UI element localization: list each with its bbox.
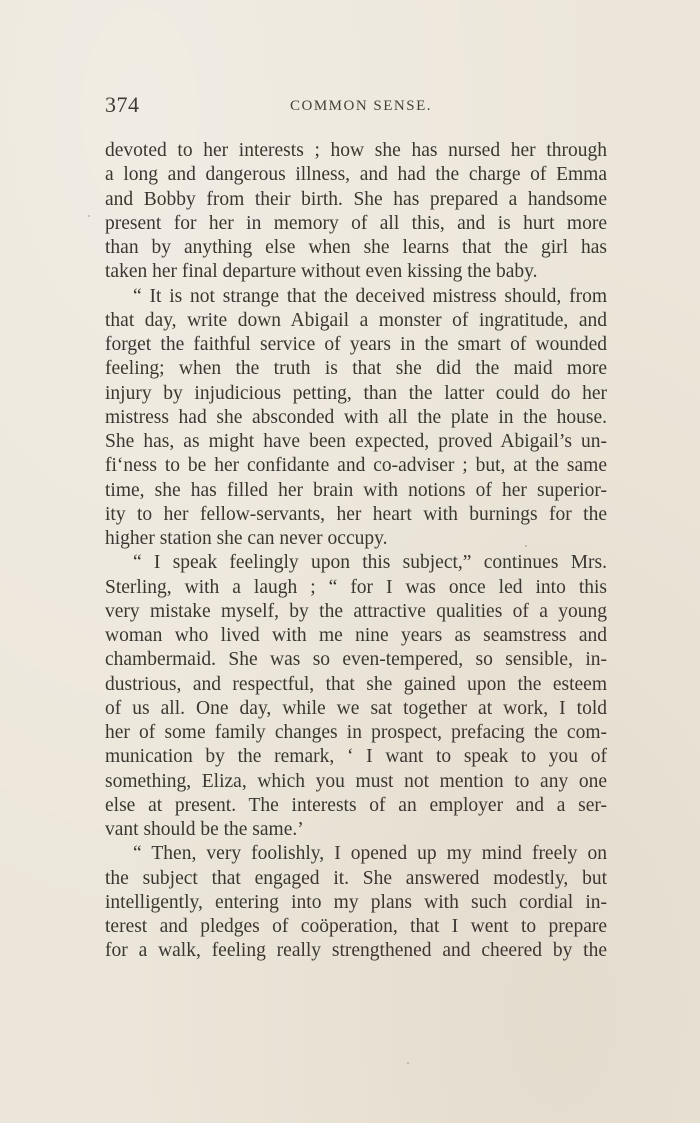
text-line: feeling; when the truth is that she did the maid more <box>105 358 607 380</box>
text-line: higher station she can never occupy. <box>105 528 388 549</box>
page-number: 374 <box>105 92 140 117</box>
text-line: mistress had she absconded with all the plate in the house. <box>105 406 607 428</box>
text-line: something, Eliza, which you must not mention to any one <box>105 770 607 792</box>
text-line: ity to her fellow-servants, her heart with burnings for the <box>105 503 607 525</box>
paragraph-start-line: “ Then, very foolishly, I opened up my mind freely on <box>133 843 607 865</box>
running-head: COMMON SENSE. <box>290 98 433 114</box>
text-line: Sterling, with a laugh ; “ for I was once led into this <box>105 576 607 598</box>
text-line: vant should be the same.’ <box>105 819 304 840</box>
text-line: present for her in memory of all this, and is hurt more <box>105 212 607 234</box>
text-line: munication by the remark, ‘ I want to speak to you of <box>105 746 607 768</box>
text-line: very mistake myself, by the attractive qualities of a young <box>105 600 607 622</box>
text-line: for a walk, feeling really strengthened and cheered by the <box>105 940 607 962</box>
text-line: that day, write down Abigail a monster of ingratitude, and <box>105 309 607 331</box>
text-line: devoted to her interests ; how she has nursed her through <box>105 140 607 161</box>
text-line: forget the faithful service of years in the smart of wounded <box>105 334 607 355</box>
text-line: the subject that engaged it. She answered modestly, but <box>105 867 607 889</box>
paper-speck <box>407 1062 409 1064</box>
text-line: time, she has filled her brain with notions of her superior- <box>105 479 607 501</box>
paragraph-start-line: “ It is not strange that the deceived mistress should, from <box>133 285 607 307</box>
paper-speck <box>525 545 527 547</box>
text-line: dustrious, and respectful, that she gained upon the esteem <box>105 673 607 695</box>
text-line: intelligently, entering into my plans with such cordial in- <box>105 891 607 913</box>
text-line: She has, as might have been expected, proved Abigail’s un- <box>105 431 607 452</box>
text-line: fi‘ness to be her confidante and co-adviser ; but, at the same <box>105 455 607 477</box>
text-line: else at present. The interests of an employer and a ser- <box>105 794 607 816</box>
text-line: than by anything else when she learns that the girl has <box>105 237 607 258</box>
text-line: woman who lived with me nine years as seamstress and <box>105 625 607 646</box>
page-header <box>105 92 605 122</box>
text-line: injury by injudicious petting, than the latter could do her <box>105 382 607 404</box>
paragraph-start-line: “ I speak feelingly upon this subject,” continues Mrs. <box>133 552 607 574</box>
text-line: taken her final departure without even kissing the baby. <box>105 261 538 283</box>
text-line: of us all. One day, while we sat together at work, I told <box>105 697 607 719</box>
text-line: a long and dangerous illness, and had the charge of Emma <box>105 164 607 186</box>
text-line: terest and pledges of coöperation, that I went to prepare <box>105 916 607 937</box>
text-line: and Bobby from their birth. She has prepared a handsome <box>105 188 607 210</box>
body-text <box>105 139 607 964</box>
paper-speck <box>88 215 90 217</box>
text-line: her of some family changes in prospect, prefacing the com- <box>105 722 607 743</box>
text-line: chambermaid. She was so even-tempered, so sensible, in- <box>105 649 607 671</box>
